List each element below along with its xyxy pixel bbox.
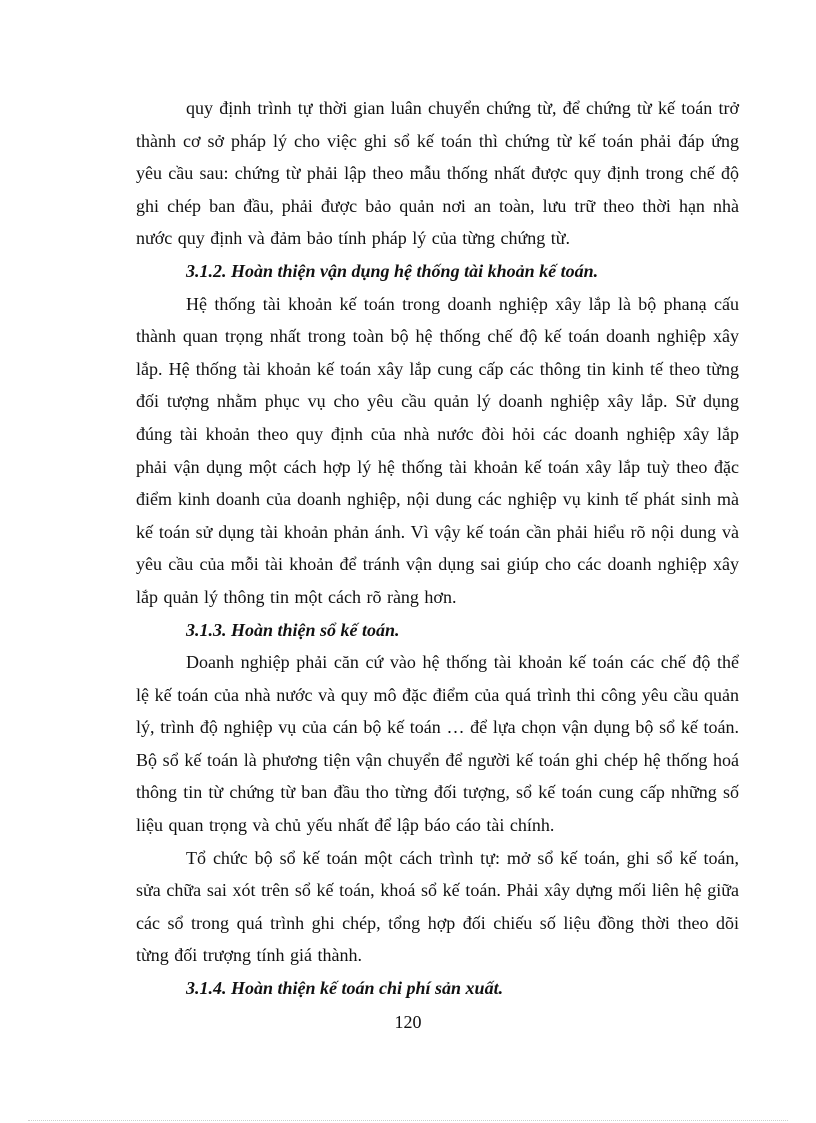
page-content — [136, 92, 739, 1005]
page-number: 120 — [394, 1012, 422, 1032]
page-bottom-divider — [28, 1120, 788, 1121]
paragraph-to-chuc-bo-so: Tổ chức bộ sổ kế toán một cách trình tự: mở sổ kế toán, ghi sổ kế toán, sửa chữa sai xót trên sổ kế toán, khoá sổ kế toán. Phải xây dựng mối liên hệ giữa các sổ trong quá trình ghi chép, tổng hợp đối chiếu số liệu đồng thời theo dõi từng đối trượng tính giá thành. — [136, 847, 739, 966]
heading-3-1-4: 3.1.4. Hoàn thiện kế toán chi phí sản xuất. — [186, 978, 504, 999]
paragraph-chung-tu: quy định trình tự thời gian luân chuyển chứng từ, để chứng từ kế toán trở thành cơ sở pháp lý cho việc ghi sổ kế toán thì chứng từ kế toán phải đáp ứng yêu cầu sau: chứng từ phải lập theo mẫu thống nhất được quy định trong chế độ ghi chép ban đầu, phải được bảo quản nơi an toàn, lưu trữ theo thời hạn nhà nước quy định và đảm bảo tính pháp lý của từng chứng từ. — [136, 98, 739, 249]
heading-3-1-2: 3.1.2. Hoàn thiện vận dụng hệ thống tài khoản kế toán. — [186, 260, 599, 281]
paragraph-doanh-nghiep: Doanh nghiệp phải căn cứ vào hệ thống tài khoản kế toán các chế độ thể lệ kế toán của nhà nước và quy mô đặc điểm của quá trình thi công yêu cầu quản lý, trình độ nghiệp vụ của cán bộ kế toán … để lựa chọn vận dụng bộ sổ kế toán. Bộ sổ kế toán là phương tiện vận chuyển để người kế toán ghi chép hệ thống hoá thông tin từ chứng từ ban đầu tho từng đối tượng, sổ kế toán cung cấp những số liệu quan trọng và chủ yếu nhất để lập báo cáo tài chính. — [136, 652, 739, 836]
heading-3-1-3: 3.1.3. Hoàn thiện sổ kế toán. — [186, 619, 400, 640]
paragraph-he-thong-tai-khoan: Hệ thống tài khoản kế toán trong doanh nghiệp xây lắp là bộ phanạ cấu thành quan trọng nhất trong toàn bộ hệ thống chế độ kế toán doanh nghiệp xây lắp. Hệ thống tài khoản kế toán xây lắp cung cấp các thông tin kinh tế theo từng đối tượng nhằm phục vụ cho yêu cầu quản lý doanh nghiệp xây lắp. Sử dụng đúng tài khoản theo quy định của nhà nước đòi hỏi các doanh nghiệp xây lắp phải vận dụng một cách hợp lý hệ thống tài khoản kế toán xây lắp tuỳ theo đặc điểm kinh doanh của doanh nghiệp, nội dung các nghiệp vụ kinh tế phát sinh mà kế toán sử dụng tài khoản phản ánh. Vì vậy kế toán cần phải hiểu rõ nội dung và yêu cầu của mỗi tài khoản để tránh vận dụng sai giúp cho các doanh nghiệp xây lắp quản lý thông tin một cách rõ ràng hơn. — [136, 293, 739, 607]
